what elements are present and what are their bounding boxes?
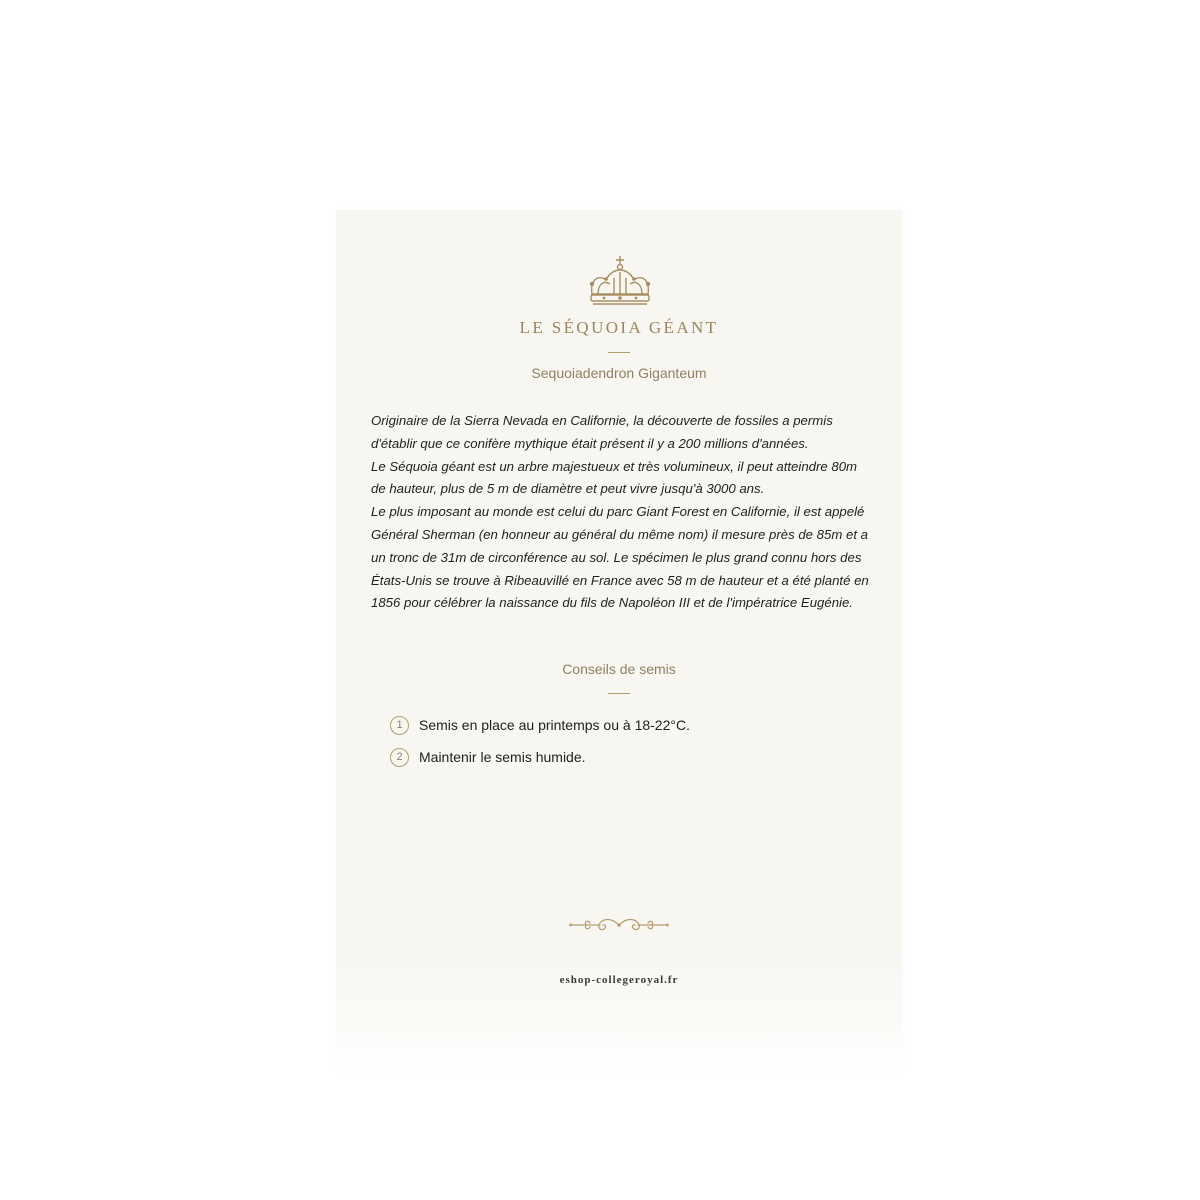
seed-card <box>336 210 902 1070</box>
description <box>371 410 871 615</box>
step-text: Maintenir le semis humide. <box>419 749 586 765</box>
description-paragraph: Le Séquoia géant est un arbre majestueux et très volumineux, il peut atteindre 80m de hauteur, plus de 5 m de diamètre et peut vivre jusqu'à 3000 ans. <box>371 458 858 497</box>
description-paragraph: Originaire de la Sierra Nevada en Californie, la découverte de fossiles a permis d'établir que ce conifère mythique était présent il y a 200 millions d'années. <box>371 413 833 451</box>
description-paragraph: Le plus imposant au monde est celui du parc Giant Forest en Californie, il est appelé Général Sherman (en honneur au général du même nom) il mesure près de 85m et a un tronc de 31m de circonférence au sol. Le spécimen le plus grand connu hors des États-Unis se trouve à Ribeauvillé en France avec 58 m de hauteur et a été planté en 1856 pour célébrer la naissance du fils de Napoléon III et de l'impératrice Eugénie. <box>371 504 869 611</box>
website-url: eshop-collegeroyal.fr <box>559 974 679 986</box>
step-number-badge: 2 <box>390 748 409 767</box>
crown-icon <box>584 254 656 310</box>
step-text: Semis en place au printemps ou à 18-22°C. <box>419 717 690 733</box>
sowing-tips-heading: Conseils de semis <box>562 661 676 677</box>
sowing-step <box>390 746 586 768</box>
step-number-badge: 1 <box>390 716 409 735</box>
section-divider <box>608 693 630 694</box>
flourish-ornament-icon <box>566 914 672 936</box>
sowing-step <box>390 714 690 736</box>
card-title: LE SÉQUOIA GÉANT <box>519 318 719 337</box>
title-divider <box>608 352 630 353</box>
latin-name: Sequoiadendron Giganteum <box>531 365 707 381</box>
